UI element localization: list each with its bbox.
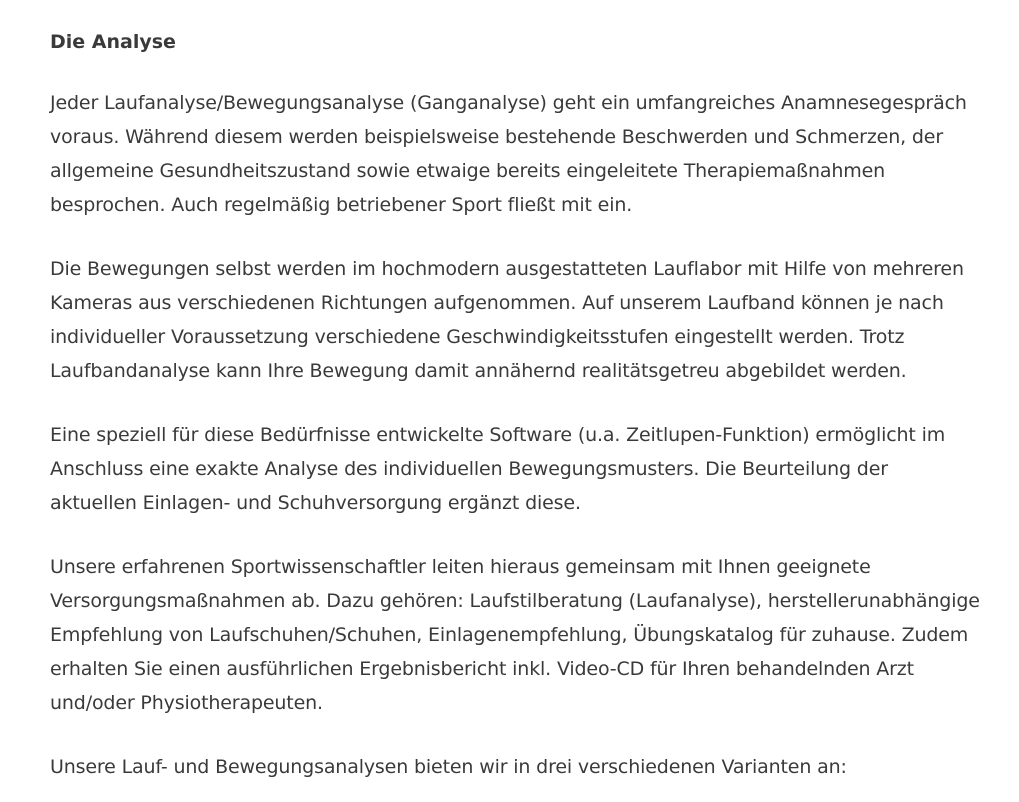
paragraph-software: Eine speziell für diese Bedürfnisse entwickelte Software (u.a. Zeitlupen-Funktion) ermöglicht im Anschluss eine exakte Analyse des individuellen Bewegungsmusters. Die Beurteilung der aktuellen Einlagen- und Schuhversorgung ergänzt diese.	[50, 424, 946, 514]
paragraph-measures: Unsere erfahrenen Sportwissenschaftler leiten hieraus gemeinsam mit Ihnen geeignete Versorgungsmaßnahmen ab. Dazu gehören: Laufstilberatung (Laufanalyse), herstellerunabhängige Empfehlung von Laufschuhen/Schuhen, Einlagenempfehlung, Übungskatalog für zuhause. Zudem erhalten Sie einen ausführlichen Ergebnisbericht inkl. Video-CD für Ihren behandelnden Arzt und/oder Physiotherapeuten.	[50, 556, 980, 714]
article-content	[50, 28, 980, 784]
paragraph-anamnesis: Jeder Laufanalyse/Bewegungsanalyse (Ganganalyse) geht ein umfangreiches Anamnesegespräch voraus. Während diesem werden beispielsweise bestehende Beschwerden und Schmerzen, der allgemeine Gesundheitszustand sowie etwaige bereits eingeleitete Therapiemaßnahmen besprochen. Auch regelmäßig betriebener Sport fließt mit ein.	[50, 92, 967, 216]
section-heading: Die Analyse	[50, 31, 176, 53]
paragraph-variants: Unsere Lauf- und Bewegungsanalysen bieten wir in drei verschiedenen Varianten an:	[50, 756, 847, 778]
paragraph-recording: Die Bewegungen selbst werden im hochmodern ausgestatteten Lauflabor mit Hilfe von mehreren Kameras aus verschiedenen Richtungen aufgenommen. Auf unserem Laufband können je nach individueller Voraussetzung verschiedene Geschwindigkeitsstufen eingestellt werden. Trotz Laufbandanalyse kann Ihre Bewegung damit annähernd realitätsgetreu abgebildet werden.	[50, 258, 964, 382]
